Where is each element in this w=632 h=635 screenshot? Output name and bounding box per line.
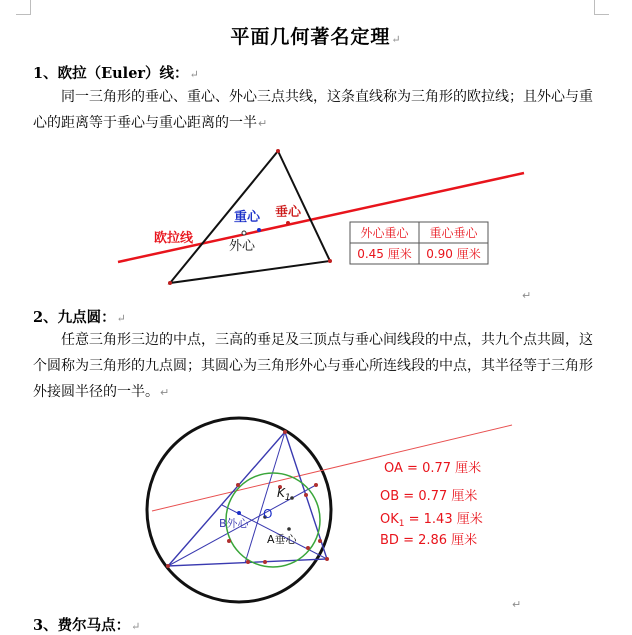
triangle-vertex [276, 149, 280, 153]
section-paragraph-text: 同一三角形的垂心、重心、外心三点共线，这条直线称为三角形的欧拉线；且外心与重心的距离等于垂心与重心距离的一半 [33, 89, 593, 131]
centroid-point [257, 228, 261, 232]
table-header-cell: 重心垂心 [429, 226, 478, 240]
label-A: A垂心 [267, 533, 297, 546]
section-paragraph-euler [33, 84, 598, 137]
section-heading-euler [33, 62, 199, 83]
document-title-text: 平面几何著名定理 [230, 26, 391, 48]
orthocenter-point [286, 221, 290, 225]
page-corner-mark-left [16, 0, 31, 15]
paragraph-mark-icon: ↵ [258, 117, 268, 130]
orthocenter-point [287, 527, 291, 531]
paragraph-mark-icon: ↵ [512, 598, 522, 611]
triangle-vertex [328, 259, 332, 263]
label-circumcenter: 外心 [229, 239, 256, 254]
paragraph-mark-icon: ↵ [131, 620, 141, 633]
euler-line-figure [110, 138, 530, 298]
label-K-subscript: 1 [284, 493, 291, 503]
triangle [168, 432, 327, 566]
label-O: O [263, 507, 273, 521]
label-euler-line: 欧拉线 [154, 231, 194, 246]
section-heading-fermat [33, 614, 140, 635]
table-value-cell: 0.90 厘米 [426, 247, 481, 261]
paragraph-mark-icon: ↵ [391, 33, 402, 46]
measurement-row: BD = 2.86 厘米 [380, 533, 478, 548]
page-corner-mark-right [594, 0, 609, 15]
circumcenter-point [237, 511, 241, 515]
label-centroid: 重心 [234, 210, 261, 225]
nine-point-circle-figure [140, 415, 515, 605]
section-heading-nine-point [33, 306, 126, 327]
measurement-table [350, 222, 488, 264]
measurement-row: $OK_1 = 1.43$ 厘米 [380, 512, 483, 529]
section-paragraph-nine-point [33, 327, 598, 406]
circumcenter-point [242, 231, 246, 235]
paragraph-mark-icon: ↵ [522, 289, 532, 302]
document-title [0, 22, 632, 49]
section-paragraph-text: 任意三角形三边的中点，三高的垂足及三顶点与垂心间线段的中点，共九个点共圆，这个圆称为三角形的九点圆；其圆心为三角形外心与垂心所连线段的中点，其半径等于三角形外接圆半径的一半。 [33, 332, 593, 400]
triangle-vertex [283, 430, 287, 434]
section-heading-text: 2、九点圆： [33, 309, 116, 326]
label-K-text: K [277, 486, 285, 500]
measurement-row: OA = 0.77 厘米 [384, 461, 482, 476]
paragraph-mark-icon: ↵ [160, 386, 170, 399]
triangle-vertex [325, 557, 329, 561]
section-heading-text: 1、欧拉（Euler）线： [33, 65, 189, 82]
label-orthocenter: 垂心 [275, 205, 302, 220]
section-heading-text: 3、费尔马点： [33, 617, 131, 634]
table-header-cell: 外心重心 [360, 226, 409, 240]
table-value-cell: 0.45 厘米 [357, 247, 412, 261]
point-K1 [290, 496, 294, 500]
circumcircle [147, 418, 331, 602]
label-B: B外心 [219, 517, 249, 530]
measurement-row: OB = 0.77 厘米 [380, 489, 478, 504]
paragraph-mark-icon: ↵ [189, 68, 199, 81]
triangle-vertex [168, 281, 172, 285]
measurement-list [380, 460, 483, 548]
paragraph-mark-icon: ↵ [116, 312, 126, 325]
triangle-vertex [166, 564, 170, 568]
label-K [277, 486, 291, 503]
